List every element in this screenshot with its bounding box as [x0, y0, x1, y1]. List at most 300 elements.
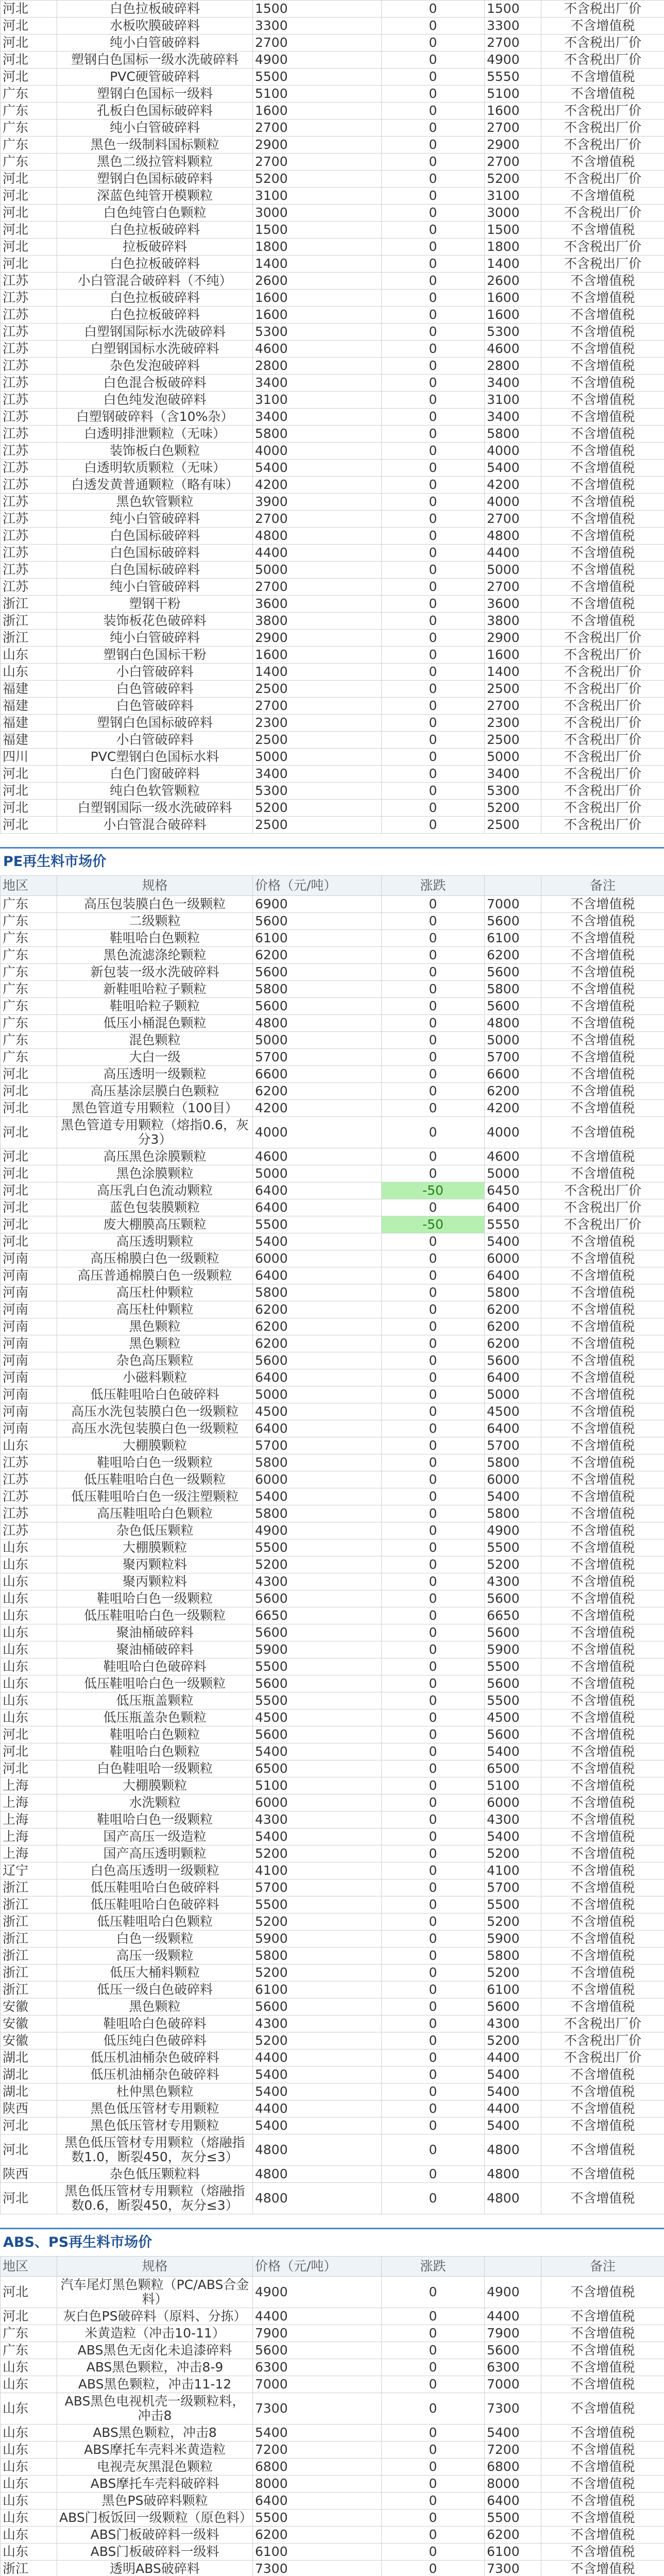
- region-cell: 河北: [1, 1148, 57, 1165]
- note-cell: 不含税出厂价: [541, 749, 664, 766]
- region-cell: 江苏: [1, 358, 57, 375]
- table-row: [1, 1117, 664, 1148]
- note-cell: 不含增值税: [541, 69, 664, 86]
- note-cell: 不含增值税: [541, 2425, 664, 2442]
- region-cell: 河北: [1, 1726, 57, 1743]
- change-cell: 0: [382, 749, 485, 766]
- spec-cell: 高压水洗包装膜白色一级颗粒: [57, 1420, 253, 1437]
- table-row: [1, 443, 664, 460]
- region-cell: 河北: [1, 1117, 57, 1148]
- prev-price-cell: 3400: [485, 766, 541, 783]
- prev-price-cell: 3100: [485, 392, 541, 409]
- spec-cell: 国产高压透明颗粒: [57, 1845, 253, 1862]
- note-cell: 不含增值税: [541, 154, 664, 171]
- change-cell: 0: [382, 86, 485, 103]
- prev-price-cell: 5400: [485, 2066, 541, 2083]
- region-cell: 山东: [1, 1573, 57, 1590]
- note-cell: 不含税出厂价: [541, 120, 664, 137]
- abs-section-title: ABS、PS再生料市场价: [0, 2228, 664, 2256]
- note-cell: 不含增值税: [541, 947, 664, 964]
- spec-cell: 纯小白管破碎料: [57, 120, 253, 137]
- price-cell: 5500: [253, 1692, 382, 1709]
- price-cell: 2500: [253, 732, 382, 749]
- region-cell: 广东: [1, 1015, 57, 1032]
- table-row: [1, 817, 664, 834]
- table-row: [1, 981, 664, 998]
- table-row: [1, 1777, 664, 1794]
- spec-cell: 高压透明颗粒: [57, 1233, 253, 1250]
- price-cell: 4300: [253, 2015, 382, 2032]
- prev-price-cell: 2700: [485, 511, 541, 528]
- prev-price-cell: 5800: [485, 1454, 541, 1471]
- region-cell: 湖北: [1, 2083, 57, 2100]
- table-row: [1, 2527, 664, 2544]
- price-cell: 8000: [253, 2476, 382, 2493]
- note-cell: 不含增值税: [541, 1692, 664, 1709]
- header-spec-cell: 规格: [57, 2257, 253, 2277]
- pe-price-table: [0, 875, 664, 2214]
- note-cell: 不含增值税: [541, 528, 664, 545]
- change-cell: 0: [382, 188, 485, 205]
- price-cell: 1600: [253, 290, 382, 307]
- price-cell: 4200: [253, 477, 382, 494]
- change-cell: 0: [382, 1083, 485, 1100]
- table-row: [1, 1930, 664, 1947]
- prev-price-cell: 5400: [485, 1488, 541, 1505]
- prev-price-cell: 6200: [485, 2527, 541, 2544]
- price-cell: 5600: [253, 1352, 382, 1369]
- spec-cell: ABS门板破碎料一级料: [57, 2527, 253, 2544]
- note-cell: 不含增值税: [541, 1556, 664, 1573]
- change-cell: 0: [382, 2325, 485, 2342]
- price-cell: 6300: [253, 2359, 382, 2376]
- change-cell: 0: [382, 2393, 485, 2425]
- table-row: [1, 998, 664, 1015]
- prev-price-cell: 5000: [485, 1165, 541, 1182]
- table-row: [1, 392, 664, 409]
- note-cell: 不含增值税: [541, 1165, 664, 1182]
- table-row: [1, 273, 664, 290]
- prev-price-cell: 4800: [485, 2134, 541, 2166]
- note-cell: 不含增值税: [541, 1267, 664, 1284]
- note-cell: 不含增值税: [541, 1437, 664, 1454]
- price-cell: 1400: [253, 664, 382, 681]
- prev-price-cell: 5700: [485, 1049, 541, 1066]
- table-row: [1, 239, 664, 256]
- price-cell: 5300: [253, 324, 382, 341]
- prev-price-cell: 4400: [485, 545, 541, 562]
- table-row: [1, 1896, 664, 1913]
- note-cell: 不含增值税: [541, 1811, 664, 1828]
- region-cell: 河南: [1, 1284, 57, 1301]
- prev-price-cell: 2500: [485, 817, 541, 834]
- change-cell: 0: [382, 494, 485, 511]
- prev-price-cell: 1500: [485, 222, 541, 239]
- prev-price-cell: 2500: [485, 681, 541, 698]
- table-row: [1, 1709, 664, 1726]
- price-cell: 5800: [253, 1454, 382, 1471]
- price-cell: 1600: [253, 647, 382, 664]
- spec-cell: 高压乳白色流动颗粒: [57, 1182, 253, 1199]
- table-row: [1, 222, 664, 239]
- change-cell: 0: [382, 2476, 485, 2493]
- price-cell: 6100: [253, 1981, 382, 1998]
- region-cell: 山东: [1, 2442, 57, 2459]
- note-cell: 不含增值税: [541, 2308, 664, 2325]
- table-row: [1, 1658, 664, 1675]
- prev-price-cell: 7300: [485, 2393, 541, 2425]
- change-cell: 0: [382, 562, 485, 579]
- region-cell: 山东: [1, 1607, 57, 1624]
- spec-cell: 白色拉板破碎料: [57, 256, 253, 273]
- price-cell: 5600: [253, 1590, 382, 1607]
- table-row: [1, 1165, 664, 1182]
- note-cell: 不含增值税: [541, 2277, 664, 2308]
- price-cell: 3900: [253, 494, 382, 511]
- change-cell: 0: [382, 1964, 485, 1981]
- price-cell: 6200: [253, 1083, 382, 1100]
- table-row: [1, 2476, 664, 2493]
- note-cell: 不含增值税: [541, 1454, 664, 1471]
- spec-cell: 低压鞋咀哈白色一级颗粒: [57, 1471, 253, 1488]
- region-cell: 河北: [1, 2277, 57, 2308]
- price-cell: 1600: [253, 307, 382, 324]
- prev-price-cell: 5400: [485, 2425, 541, 2442]
- region-cell: 河南: [1, 1420, 57, 1437]
- spec-cell: 米黄造粒（冲击10-11）: [57, 2325, 253, 2342]
- note-cell: 不含增值税: [541, 1318, 664, 1335]
- header-spec-cell: 规格: [57, 876, 253, 896]
- region-cell: 河北: [1, 256, 57, 273]
- spec-cell: 白色国标破碎料: [57, 562, 253, 579]
- region-cell: 上海: [1, 1828, 57, 1845]
- spec-cell: 低压鞋咀哈白色一级颗粒: [57, 1675, 253, 1692]
- note-cell: 不含税出厂价: [541, 1182, 664, 1199]
- spec-cell: 低压一级白色破碎料: [57, 1981, 253, 1998]
- region-cell: 浙江: [1, 1947, 57, 1964]
- note-cell: 不含增值税: [541, 579, 664, 596]
- price-cell: 2300: [253, 715, 382, 732]
- pe-section-title: PE再生料市场价: [0, 847, 664, 875]
- spec-cell: ABS黑色颗粒，冲击11-12: [57, 2376, 253, 2393]
- note-cell: 不含税出厂价: [541, 1, 664, 18]
- price-cell: 7300: [253, 2393, 382, 2425]
- region-cell: 山东: [1, 1539, 57, 1556]
- change-cell: 0: [382, 896, 485, 913]
- change-cell: 0: [382, 647, 485, 664]
- prev-price-cell: 4900: [485, 1522, 541, 1539]
- table-row: [1, 1066, 664, 1083]
- prev-price-cell: 5000: [485, 749, 541, 766]
- spec-cell: 高压黑色涂膜颗粒: [57, 1148, 253, 1165]
- prev-price-cell: 6200: [485, 1083, 541, 1100]
- region-cell: 广东: [1, 998, 57, 1015]
- spec-cell: 拉板破碎料: [57, 239, 253, 256]
- table-row: [1, 1318, 664, 1335]
- region-cell: 河南: [1, 1386, 57, 1403]
- price-cell: 5100: [253, 1777, 382, 1794]
- spec-cell: 黑色软管颗粒: [57, 494, 253, 511]
- change-cell: 0: [382, 2510, 485, 2527]
- table-row: [1, 460, 664, 477]
- change-cell: 0: [382, 1267, 485, 1284]
- table-row: [1, 2166, 664, 2183]
- price-cell: 5200: [253, 800, 382, 817]
- region-cell: 河南: [1, 1335, 57, 1352]
- spec-cell: 黑色低压管材专用颗粒: [57, 2100, 253, 2117]
- prev-price-cell: 5200: [485, 1845, 541, 1862]
- change-cell: 0: [382, 1879, 485, 1896]
- region-cell: 广东: [1, 947, 57, 964]
- change-cell: 0: [382, 1828, 485, 1845]
- change-cell: 0: [382, 2166, 485, 2183]
- spec-cell: 国产高压一级造粒: [57, 1828, 253, 1845]
- spec-cell: 杂色高压颗粒: [57, 1352, 253, 1369]
- table-row: [1, 35, 664, 52]
- spec-cell: 高压杜仲颗粒: [57, 1301, 253, 1318]
- table-row: [1, 120, 664, 137]
- spec-cell: 低压鞋咀哈白色破碎料: [57, 1896, 253, 1913]
- spec-cell: 高压包装膜白色一级颗粒: [57, 896, 253, 913]
- spec-cell: 低压机油桶杂色破碎料: [57, 2049, 253, 2066]
- prev-price-cell: 5400: [485, 1233, 541, 1250]
- note-cell: 不含增值税: [541, 545, 664, 562]
- table-row: [1, 103, 664, 120]
- table-row: [1, 2049, 664, 2066]
- spec-cell: 白透明软质颗粒（无味）: [57, 460, 253, 477]
- region-cell: 河北: [1, 69, 57, 86]
- change-cell: 0: [382, 1641, 485, 1658]
- price-cell: 4900: [253, 2277, 382, 2308]
- price-cell: 5600: [253, 1726, 382, 1743]
- table-row: [1, 1675, 664, 1692]
- prev-price-cell: 5900: [485, 1930, 541, 1947]
- region-cell: 广东: [1, 1049, 57, 1066]
- spec-cell: 白色拉板破碎料: [57, 290, 253, 307]
- prev-price-cell: 4300: [485, 1573, 541, 1590]
- price-cell: 4100: [253, 1862, 382, 1879]
- price-cell: 2700: [253, 579, 382, 596]
- region-cell: 河北: [1, 2134, 57, 2166]
- spec-cell: 高压杜仲颗粒: [57, 1284, 253, 1301]
- note-cell: 不含增值税: [541, 1049, 664, 1066]
- price-cell: 5500: [253, 1896, 382, 1913]
- note-cell: 不含增值税: [541, 1335, 664, 1352]
- change-cell: 0: [382, 477, 485, 494]
- spec-cell: 新包装一级水洗破碎料: [57, 964, 253, 981]
- spec-cell: 小白管破碎料: [57, 732, 253, 749]
- price-cell: 2900: [253, 137, 382, 154]
- price-cell: 4400: [253, 2308, 382, 2325]
- price-cell: 5600: [253, 1624, 382, 1641]
- change-cell: 0: [382, 2376, 485, 2393]
- spec-cell: ABS门板饭回一级颗粒（原色料）: [57, 2510, 253, 2527]
- change-cell: 0: [382, 1913, 485, 1930]
- prev-price-cell: 6100: [485, 2544, 541, 2561]
- change-cell: 0: [382, 732, 485, 749]
- prev-price-cell: 5700: [485, 1879, 541, 1896]
- note-cell: 不含增值税: [541, 1148, 664, 1165]
- region-cell: 河北: [1, 1165, 57, 1182]
- note-cell: 不含增值税: [541, 511, 664, 528]
- price-cell: 5800: [253, 426, 382, 443]
- region-cell: 四川: [1, 749, 57, 766]
- prev-price-cell: 5600: [485, 1726, 541, 1743]
- change-cell: 0: [382, 2359, 485, 2376]
- change-cell: 0: [382, 1590, 485, 1607]
- spec-cell: 低压鞋咀哈白色颗粒: [57, 1913, 253, 1930]
- table-row: [1, 1607, 664, 1624]
- change-cell: 0: [382, 2083, 485, 2100]
- region-cell: 山东: [1, 2493, 57, 2510]
- header-region-cell: 地区: [1, 2257, 57, 2277]
- note-cell: 不含增值税: [541, 392, 664, 409]
- note-cell: 不含增值税: [541, 2493, 664, 2510]
- table-row: [1, 1100, 664, 1117]
- spec-cell: 白色管破碎料: [57, 681, 253, 698]
- table-row: [1, 188, 664, 205]
- note-cell: 不含增值税: [541, 2376, 664, 2393]
- change-cell: 0: [382, 817, 485, 834]
- prev-price-cell: 5200: [485, 800, 541, 817]
- prev-price-cell: 5200: [485, 1964, 541, 1981]
- prev-price-cell: 4600: [485, 1148, 541, 1165]
- prev-price-cell: 1500: [485, 1, 541, 18]
- spec-cell: 黑色流滤涤纶颗粒: [57, 947, 253, 964]
- price-cell: 4000: [253, 443, 382, 460]
- spec-cell: 灰白色PS破碎料（原料、分拣）: [57, 2308, 253, 2325]
- table-row: [1, 1539, 664, 1556]
- note-cell: 不含增值税: [541, 1117, 664, 1148]
- prev-price-cell: 6500: [485, 1760, 541, 1777]
- note-cell: 不含增值税: [541, 1471, 664, 1488]
- prev-price-cell: 2300: [485, 715, 541, 732]
- region-cell: 浙江: [1, 1930, 57, 1947]
- prev-price-cell: 5500: [485, 1539, 541, 1556]
- region-cell: 河北: [1, 52, 57, 69]
- region-cell: 安徽: [1, 2032, 57, 2049]
- prev-price-cell: 3400: [485, 375, 541, 392]
- spec-cell: 塑钢干粉: [57, 596, 253, 613]
- price-cell: 6200: [253, 1318, 382, 1335]
- table-row: [1, 426, 664, 443]
- change-cell: 0: [382, 460, 485, 477]
- spec-cell: 装饰板花色破碎料: [57, 613, 253, 630]
- table-row: [1, 1049, 664, 1066]
- change-cell: 0: [382, 681, 485, 698]
- prev-price-cell: 5000: [485, 1032, 541, 1049]
- price-cell: 5900: [253, 1641, 382, 1658]
- header-prev-price-cell: [485, 876, 541, 896]
- change-cell: 0: [382, 1386, 485, 1403]
- prev-price-cell: 5400: [485, 460, 541, 477]
- price-cell: 4000: [253, 1117, 382, 1148]
- note-cell: 不含税出厂价: [541, 103, 664, 120]
- note-cell: 不含增值税: [541, 1539, 664, 1556]
- change-cell: 0: [382, 998, 485, 1015]
- prev-price-cell: 1600: [485, 307, 541, 324]
- note-cell: 不含增值税: [541, 222, 664, 239]
- table-row: [1, 2308, 664, 2325]
- table-row: [1, 947, 664, 964]
- prev-price-cell: 6100: [485, 1981, 541, 1998]
- note-cell: 不含增值税: [541, 2476, 664, 2493]
- change-cell: 0: [382, 1607, 485, 1624]
- note-cell: 不含增值税: [541, 18, 664, 35]
- note-cell: 不含税出厂价: [541, 664, 664, 681]
- region-cell: 广东: [1, 896, 57, 913]
- price-cell: 5600: [253, 964, 382, 981]
- region-cell: 河北: [1, 2117, 57, 2134]
- change-cell: 0: [382, 1199, 485, 1216]
- price-cell: 4400: [253, 2049, 382, 2066]
- region-cell: 山东: [1, 2527, 57, 2544]
- prev-price-cell: 5100: [485, 1777, 541, 1794]
- price-cell: 6400: [253, 1199, 382, 1216]
- change-cell: 0: [382, 1488, 485, 1505]
- region-cell: 山东: [1, 2476, 57, 2493]
- spec-cell: 大棚膜颗粒: [57, 1437, 253, 1454]
- region-cell: 江苏: [1, 494, 57, 511]
- change-cell: 0: [382, 698, 485, 715]
- region-cell: 河北: [1, 766, 57, 783]
- prev-price-cell: 5200: [485, 171, 541, 188]
- change-cell: 0: [382, 1947, 485, 1964]
- spec-cell: 杂色低压颗粒: [57, 1522, 253, 1539]
- spec-cell: 汽车尾灯黑色颗粒（PC/ABS合金料）: [57, 2277, 253, 2308]
- price-cell: 5900: [253, 1930, 382, 1947]
- spec-cell: 二级颗粒: [57, 913, 253, 930]
- change-cell: 0: [382, 2277, 485, 2308]
- prev-price-cell: 4400: [485, 2100, 541, 2117]
- prev-price-cell: 5000: [485, 1386, 541, 1403]
- price-cell: 5400: [253, 2066, 382, 2083]
- table-row: [1, 307, 664, 324]
- region-cell: 江苏: [1, 426, 57, 443]
- price-cell: 2600: [253, 273, 382, 290]
- prev-price-cell: 6100: [485, 930, 541, 947]
- table-row: [1, 1403, 664, 1420]
- region-cell: 江苏: [1, 443, 57, 460]
- prev-price-cell: 6200: [485, 947, 541, 964]
- price-cell: 5000: [253, 749, 382, 766]
- prev-price-cell: 3400: [485, 409, 541, 426]
- prev-price-cell: 5500: [485, 1658, 541, 1675]
- price-cell: 4200: [253, 1100, 382, 1117]
- spec-cell: 孔板白色国标破碎料: [57, 103, 253, 120]
- price-cell: 5000: [253, 562, 382, 579]
- spec-cell: 黑色颗粒: [57, 1335, 253, 1352]
- note-cell: 不含税出厂价: [541, 647, 664, 664]
- note-cell: 不含增值税: [541, 913, 664, 930]
- note-cell: 不含税出厂价: [541, 681, 664, 698]
- region-cell: 山东: [1, 1692, 57, 1709]
- change-cell: 0: [382, 426, 485, 443]
- region-cell: 浙江: [1, 613, 57, 630]
- prev-price-cell: 4600: [485, 341, 541, 358]
- prev-price-cell: 5700: [485, 1437, 541, 1454]
- spec-cell: 杜仲黑色颗粒: [57, 2083, 253, 2100]
- price-cell: 5400: [253, 2117, 382, 2134]
- spec-cell: PVC塑钢白色国标水料: [57, 749, 253, 766]
- price-cell: 5600: [253, 1998, 382, 2015]
- region-cell: 河北: [1, 1216, 57, 1233]
- change-cell: 0: [382, 2561, 485, 2576]
- spec-cell: 白色一级颗粒: [57, 1930, 253, 1947]
- price-cell: 5500: [253, 1216, 382, 1233]
- spec-cell: 黑色PS破碎料颗粒: [57, 2493, 253, 2510]
- table-row: [1, 2544, 664, 2561]
